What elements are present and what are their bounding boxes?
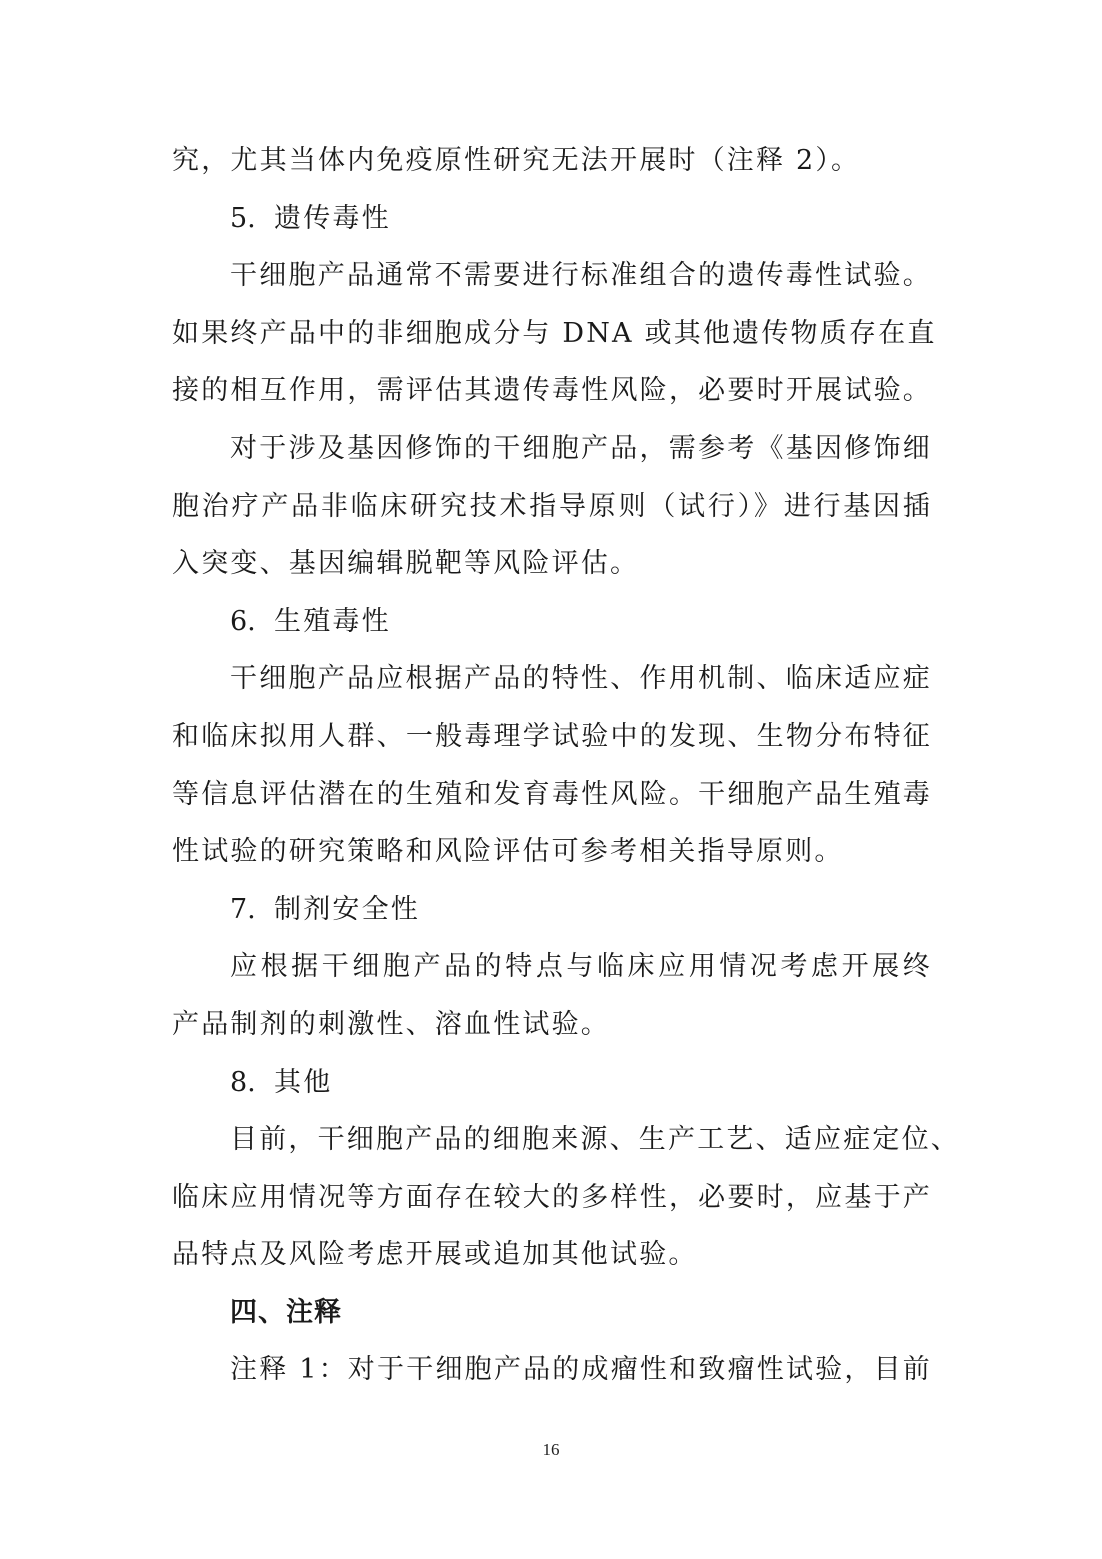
paragraph-line: 如果终产品中的非细胞成分与 DNA 或其他遗传物质存在直 [172, 317, 937, 349]
subheading-title: 其他 [274, 1066, 333, 1098]
paragraph-line: 胞治疗产品非临床研究技术指导原则（试行）》进行基因插 [172, 490, 932, 522]
subheading-number: 6. [230, 605, 256, 637]
paragraph-line: 对于涉及基因修饰的干细胞产品，需参考《基因修饰细 [230, 432, 932, 464]
subheading-other [172, 1054, 932, 1112]
paragraph-line: 临床应用情况等方面存在较大的多样性，必要时，应基于产 [172, 1181, 932, 1213]
paragraph-line: 和临床拟用人群、一般毒理学试验中的发现、生物分布特征 [172, 720, 932, 752]
paragraph-line: 注释 1：对于干细胞产品的成瘤性和致瘤性试验，目前 [230, 1354, 932, 1386]
body-line: 究，尤其当体内免疫原性研究无法开展时（注释 2）。 [172, 145, 861, 176]
subheading-number: 8. [230, 1066, 256, 1098]
subheading-title: 生殖毒性 [274, 605, 391, 637]
paragraph-line: 性试验的研究策略和风险评估可参考相关指导原则。 [172, 836, 844, 868]
paragraph-line: 干细胞产品应根据产品的特性、作用机制、临床适应症 [230, 663, 932, 695]
document-page [172, 132, 960, 1399]
section-heading-notes: 四、注释 [230, 1296, 342, 1328]
subheading-title: 遗传毒性 [274, 202, 391, 234]
subheading-title: 制剂安全性 [274, 893, 420, 925]
paragraph-line: 应根据干细胞产品的特点与临床应用情况考虑开展终 [230, 951, 932, 983]
subheading-genotoxicity [172, 190, 932, 248]
subheading-reproductive-toxicity [172, 593, 932, 651]
paragraph-line: 入突变、基因编辑脱靶等风险评估。 [172, 548, 640, 580]
paragraph-line: 品特点及风险考虑开展或追加其他试验。 [172, 1239, 698, 1271]
paragraph-line: 干细胞产品通常不需要进行标准组合的遗传毒性试验。 [230, 260, 932, 292]
page-number: 16 [542, 1440, 560, 1459]
paragraph-line: 接的相互作用，需评估其遗传毒性风险，必要时开展试验。 [172, 375, 932, 407]
paragraph-line: 产品制剂的刺激性、溶血性试验。 [172, 1008, 610, 1040]
subheading-number: 7. [230, 893, 256, 925]
subheading-formulation-safety [172, 881, 932, 939]
paragraph-line: 目前，干细胞产品的细胞来源、生产工艺、适应症定位、 [230, 1124, 960, 1156]
subheading-number: 5. [230, 202, 256, 234]
paragraph-line: 等信息评估潜在的生殖和发育毒性风险。干细胞产品生殖毒 [172, 778, 932, 810]
